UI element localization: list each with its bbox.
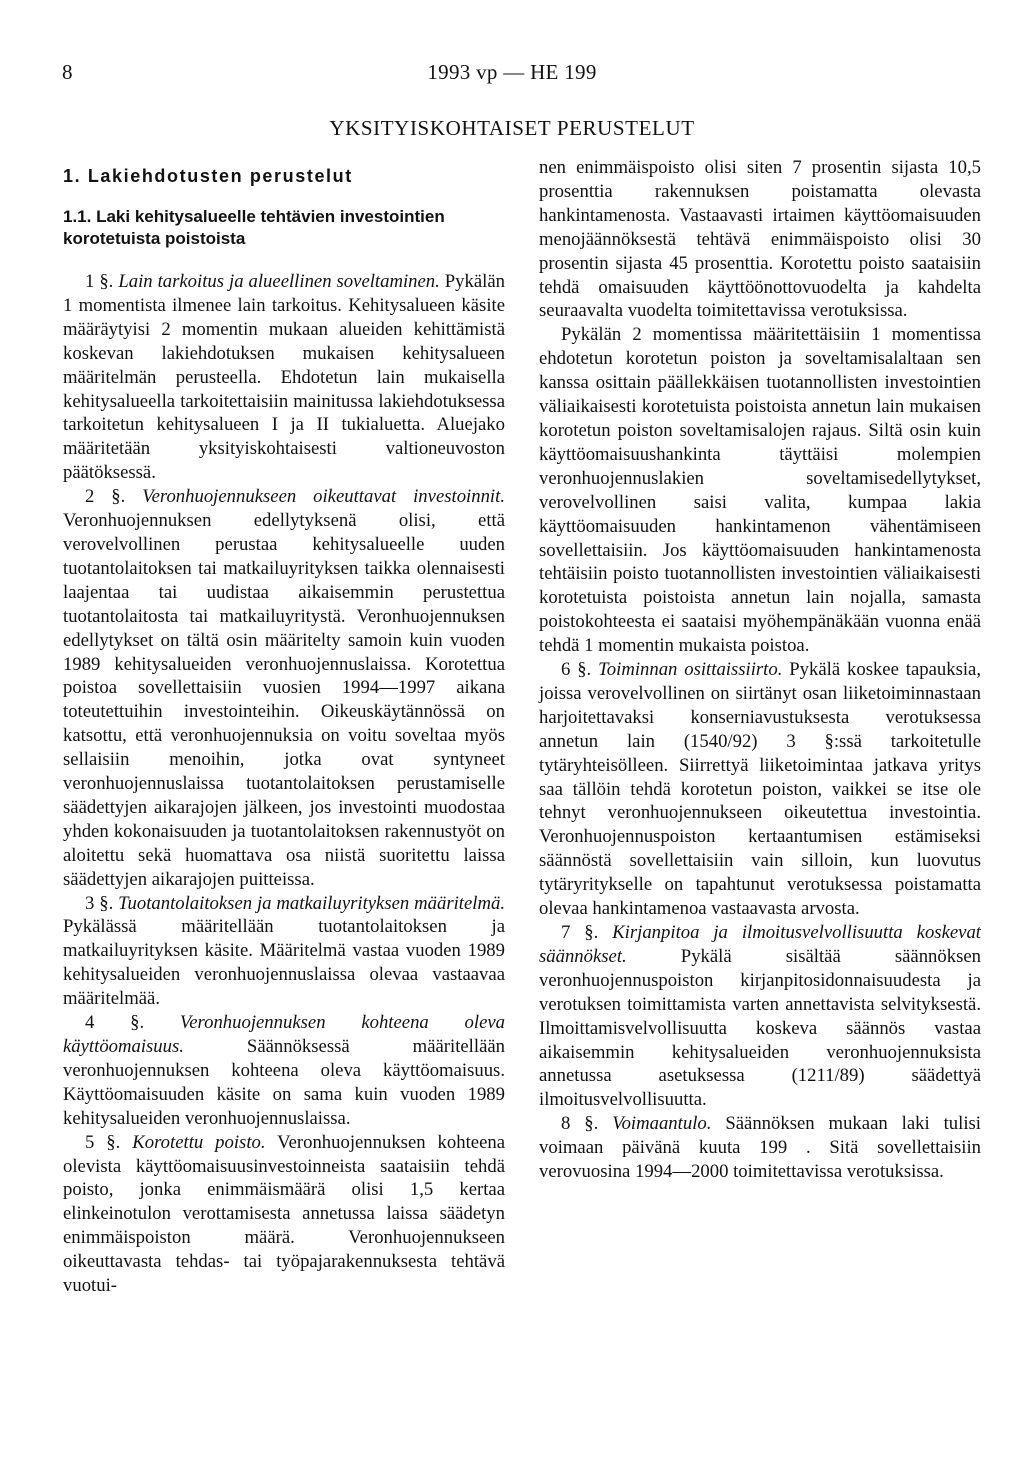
subsection-heading: 1.1. Laki kehitysalueelle tehtävien investointien korotetuista poistoista (63, 207, 445, 248)
paragraph-section-7 (539, 921, 981, 1112)
section-number: 4 §. (85, 1012, 180, 1034)
section-number: 5 §. (85, 1131, 133, 1153)
left-column (63, 160, 505, 1298)
section-body: Säännöksen mukaan laki tulisi voimaan päivänä kuuta 199 . Sitä sovellettaisiin verovuosina 1994—2000 toimitettavissa verotuksissa. (539, 1113, 981, 1183)
section-title: Veronhuojennukseen oikeuttavat investoinnit. (142, 486, 505, 508)
section-heading: 1. Lakiehdotusten perustelut (63, 166, 353, 186)
section-number: 3 §. (85, 892, 119, 914)
section-number: 7 §. (561, 922, 613, 943)
section-title: Tuotantolaitoksen ja matkailuyrityksen määritelmä. (118, 892, 505, 914)
section-body: Pykälä koskee tapauksia, joissa verovelvollinen on siirtänyt osan liiketoiminnastaan harjoitettavaksi konserniavustuksesta verotuksessa annetun lain (1540/92) 3 §:ssä tarkoitetulle tytäryhteisölleen. Siirrettyä liiketoimintaa jatkava yritys saa tällöin tehdä korotetun poiston, vaikkei se itse ole tehnyt veronhuojennukseen oikeutettua investointia. Veronhuojennuspoiston kertaantumisen estämiseksi säännöstä sovellettaisiin vain silloin, kun luovutus tytäryritykselle on tapahtunut verotuksessa poistamatta olevaa hankintamenoa vastaavasta arvosta. (539, 659, 982, 920)
paragraph-section-3 (63, 892, 505, 1012)
section-number: 2 §. (85, 486, 143, 508)
paragraph-section-1 (63, 270, 505, 485)
section-body: Veronhuojennuksen edellytyksenä olisi, että verovelvollinen perustaa kehitysalueelle uuden tuotantolaitoksen tai matkailuyrityksen taikka olennaisesti laajentaa tai uudistaa aikaisemmin perustettua tuotantolaitosta tai matkailuyritystä. Veronhuojennuksen edellytykset on tältä osin määritelty samoin kuin vuoden 1989 kehitysalueiden veronhuojennuslaissa. Korotettua poistoa sovellettaisiin vuosien 1994—1997 aikana toteutettuihin investointeihin. Oikeuskäytännössä on katsottu, että veronhuojennuksia on voitu soveltaa myös sellaisiin menoihin, jotka ovat syntyneet veronhuojennuslaissa tuotantolaitoksen perustamiselle säädettyjen aikarajojen jälkeen, jos investointi muodostaa yhden kokonaisuuden ja tuotantolaitoksen rakennustyöt on aloitettu sekä huomattava osa niistä suoritettu laissa säädettyjen aikarajojen puitteissa. (63, 510, 505, 890)
right-column (539, 156, 981, 1184)
paragraph-section-6 (539, 658, 981, 921)
section-body: Pykälän 1 momentista ilmenee lain tarkoitus. Kehitysalueen käsite määräytyisi 2 momentin mukaan alueiden kehittämistä koskevan lakiehdotuksen mukaisen kehitysalueen määritelmän perusteella. Ehdotetun lain mukaisella kehitysalueella tarkoitettaisiin mainitussa lakiehdotuksessa tarkoitetun kehitysalueen I ja II tukialuetta. Aluejako määritetään yksityiskohtaisesti valtioneuvoston päätöksessä. (63, 271, 505, 484)
paragraph-section-5-moment-2: Pykälän 2 momentissa määritettäisiin 1 momentissa ehdotetun korotetun poiston ja soveltamisalaltaan sen kanssa osittain päällekkäisen tuotannollisten investointien väliaikaisesti korotetuista poistoista annetun lain mukaisen korotetun poiston soveltamisalojen rajaus. Siltä osin kuin käyttöomaisuushankinta täyttäisi molempien veronhuojennuslakien soveltamisedellytykset, verovelvollinen saisi valita, kumpaa lakia käyttöomaisuuden hankintamenon vähentämiseen sovellettaisiin. Jos käyttöomaisuuden hankintamenosta tehtäisiin poisto tuotannollisten investointien väliaikaisesti korotetuista poistoista annetun lain nojalla, samasta poistokohteesta ei saataisi myöhempänäkään vuonna enää tehdä 1 momentin mukaista poistoa. (539, 324, 981, 657)
section-number: 1 §. (85, 271, 119, 292)
paragraph-section-8 (539, 1112, 981, 1184)
section-number: 6 §. (561, 659, 599, 681)
section-body: Säännöksessä määritellään veronhuojennuksen kohteena oleva käyttöomaisuus. Käyttöomaisuuden käsite on sama kuin vuoden 1989 kehitysalueiden veronhuojennuslaissa. (63, 1036, 505, 1129)
section-title: Toiminnan osittaissiirto. (598, 659, 783, 681)
section-body: Veronhuojennuksen kohteena olevista käyttöomaisuusinvestoinneista saataisiin tehdä poisto, jonka enimmäismäärä olisi 1,5 kertaa elinkeinotulon verottamisesta annetussa laissa säädetyn enimmäispoiston määrä. Veronhuojennukseen oikeuttavasta tehdas- tai työpajarakennuksesta tehtävä vuotui- (63, 1131, 506, 1297)
paragraph-continuation: nen enimmäispoisto olisi siten 7 prosentin sijasta 10,5 prosenttia rakennuksen poistamatta olevasta hankintamenosta. Vastaavasti irtaimen käyttöomaisuuden menojäännöksestä tehtävä enimmäispoisto olisi 30 prosentin sijasta 45 prosenttia. Korotettu poisto saataisiin tehdä omaisuuden käyttöönottovuodelta ja kahdelta seuraavalta vuodelta toimitettavissa verotuksissa. (539, 157, 981, 322)
section-body: Pykälässä määritellään tuotantolaitoksen ja matkailuyrityksen käsite. Määritelmä vastaa vuoden 1989 kehitysalueiden veronhuojennuslaissa olevaa vastaavaa määritelmää. (63, 916, 505, 1010)
section-title: Voimaantulo. (612, 1113, 712, 1135)
running-head: 1993 vp — HE 199 (427, 60, 597, 84)
paragraph-section-4 (63, 1011, 505, 1131)
paragraph-section-2 (63, 485, 505, 891)
paragraph-section-5 (63, 1131, 505, 1298)
section-title: Veronhuojennuksen kohteena oleva käyttöomaisuus. (63, 1012, 505, 1057)
section-title: Korotettu poisto. (132, 1131, 266, 1153)
section-body: Pykälä sisältää säännöksen veronhuojennuspoiston kirjanpitosidonnaisuudesta ja verotuksen toimittamista varten annettavista selvityksestä. Ilmoittamisvelvollisuutta koskeva säännös vastaa aikaisemmin kehitysalueiden veronhuojennuksista annetussa asetuksessa (1211/89) säädettyä ilmoitusvelvollisuutta. (539, 945, 981, 1111)
section-number: 8 §. (561, 1113, 613, 1135)
document-title: YKSITYISKOHTAISET PERUSTELUT (329, 116, 695, 140)
section-title: Lain tarkoitus ja alueellinen soveltaminen. (118, 271, 440, 292)
section-title: Kirjanpitoa ja ilmoitusvelvollisuutta koskevat säännökset. (539, 922, 981, 967)
page-number: 8 (62, 60, 73, 84)
